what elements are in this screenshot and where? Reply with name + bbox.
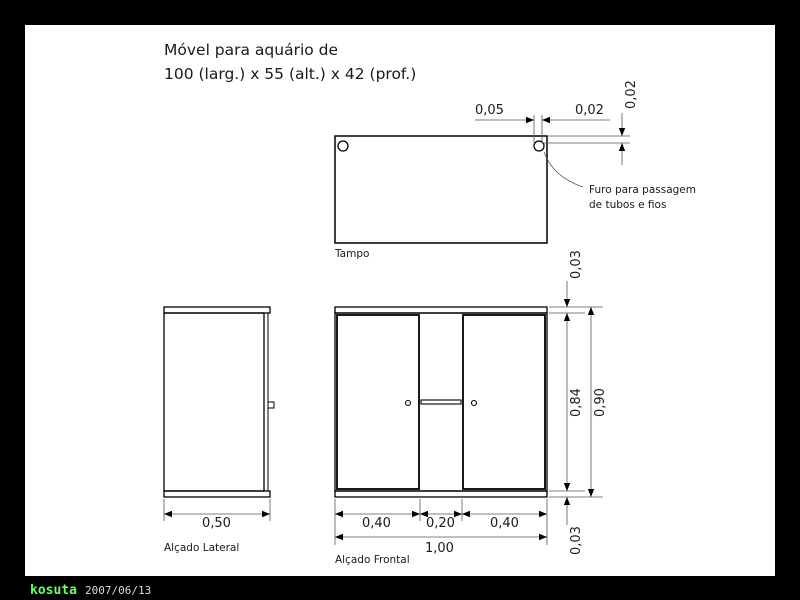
dim-center: 0,20: [426, 516, 455, 531]
front-body: [335, 313, 547, 491]
dim-right-door: 0,40: [490, 516, 519, 531]
technical-drawing: [25, 25, 775, 576]
hole-note-leader: [544, 152, 583, 187]
footer: [30, 579, 151, 598]
drawing-sheet: [25, 25, 775, 576]
footer-date: 2007/06/13: [84, 584, 152, 597]
side-top-board: [164, 307, 270, 313]
dim-hole-offset: 0,05: [475, 103, 504, 118]
center-shelf: [421, 400, 461, 404]
dim-top-board: 0,03: [569, 250, 584, 279]
side-bottom-board: [164, 491, 270, 497]
dim-bottom-board: 0,03: [569, 526, 584, 555]
right-door: [463, 315, 545, 489]
dim-depth: 0,50: [202, 516, 231, 531]
dim-left-door: 0,40: [362, 516, 391, 531]
left-door-knob: [406, 401, 411, 406]
front-view: [335, 250, 608, 566]
front-view-label: Alçado Frontal: [335, 554, 410, 566]
drawing-title-line1: Móvel para aquário de: [164, 41, 339, 59]
footer-brand: kosuta: [30, 583, 77, 598]
side-door-handle: [268, 402, 274, 408]
left-door: [337, 315, 419, 489]
front-bottom-board: [335, 491, 547, 497]
hole-left: [338, 141, 348, 151]
hole-note-line1: Furo para passagem: [589, 184, 696, 196]
hole-right: [534, 141, 544, 151]
dim-body: 0,84: [569, 388, 584, 417]
dim-hole-diameter: 0,02: [575, 103, 604, 118]
dim-total-height: 0,90: [593, 388, 608, 417]
side-body: [164, 313, 264, 491]
top-view-label: Tampo: [335, 248, 370, 260]
top-view: [334, 80, 696, 260]
dim-hole-edge: 0,02: [624, 80, 639, 109]
right-door-knob: [472, 401, 477, 406]
front-top-board: [335, 307, 547, 313]
top-board-outline: [335, 136, 547, 243]
side-view: [164, 307, 274, 554]
hole-note-line2: de tubos e fios: [589, 199, 667, 211]
side-view-label: Alçado Lateral: [164, 542, 240, 554]
dim-total-width: 1,00: [425, 541, 454, 556]
drawing-title-line2: 100 (larg.) x 55 (alt.) x 42 (prof.): [164, 65, 417, 83]
